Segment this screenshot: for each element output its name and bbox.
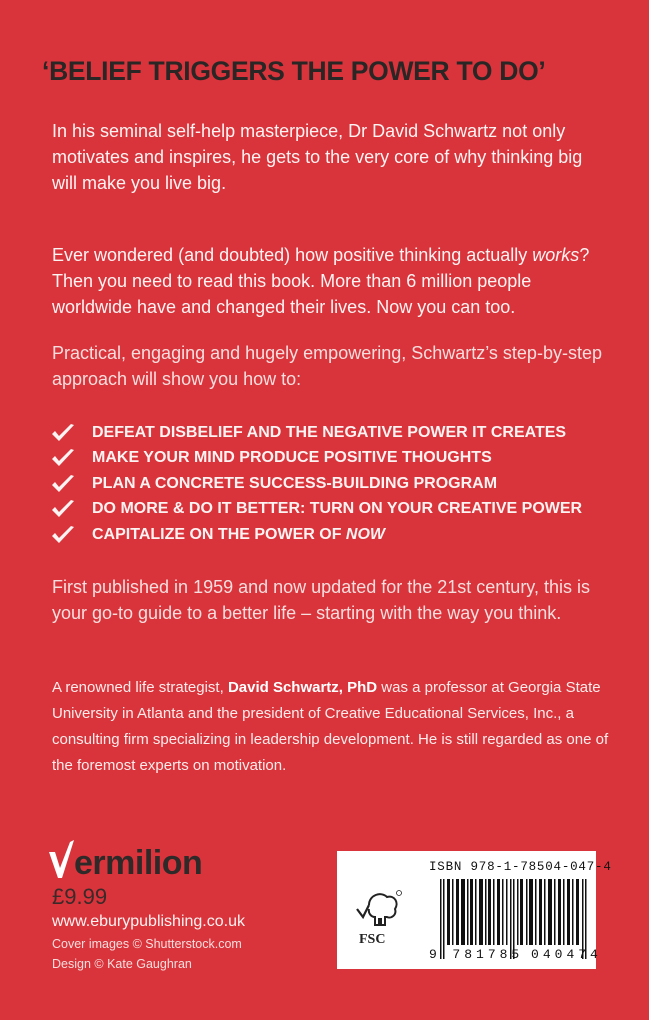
barcode-panel — [337, 851, 612, 969]
checkmark-icon — [50, 499, 76, 519]
checkmark-icon — [50, 474, 76, 494]
intro-paragraph: In his seminal self-help masterpiece, Dr David Schwartz not only motivates and inspires, he gets to the very core of why thinking big will make you live big. — [52, 121, 583, 193]
checklist-item-text: PLAN A CONCRETE SUCCESS-BUILDING PROGRAM — [92, 474, 498, 492]
question-text-after: ? Then you need to read this book. More than 6 million people worldwide have and changed their lives. Now you can too. — [52, 245, 590, 317]
checklist-item-text: DEFEAT DISBELIEF AND THE NEGATIVE POWER IT CREATES — [92, 423, 567, 441]
vermilion-v-check-icon — [48, 838, 76, 880]
question-text-before: Ever wondered (and doubted) how positive thinking actually — [52, 245, 533, 265]
price: £9.99 — [52, 884, 108, 909]
checkmark-icon — [50, 448, 76, 468]
question-paragraph — [52, 242, 612, 320]
isbn-label: ISBN 978-1-78504-047-4 — [429, 860, 612, 874]
history-paragraph: First published in 1959 and now updated for the 21st century, this is your go-to guide to a better life – starting with the way you think. — [52, 577, 590, 623]
practical-paragraph: Practical, engaging and hugely empowering, Schwartz’s step-by-step approach will show you how to: — [52, 343, 602, 389]
logo-text: ermilion — [74, 844, 203, 882]
checklist-item-emphasis: NOW — [345, 525, 386, 543]
svg-text:FSC: FSC — [359, 932, 386, 947]
checklist-item — [50, 497, 582, 523]
checklist-item — [50, 446, 582, 472]
checklist-item-text-plain: CAPITALIZE ON THE POWER OF — [92, 525, 346, 543]
checklist-item-text: DO MORE & DO IT BETTER: TURN ON YOUR CREATIVE POWER — [92, 500, 583, 518]
barcode-digits — [429, 947, 602, 962]
checklist-item-text: MAKE YOUR MIND PRODUCE POSITIVE THOUGHTS — [92, 449, 492, 467]
publisher-website: www.eburypublishing.co.uk — [52, 913, 245, 930]
checkmark-icon — [50, 423, 76, 443]
bio-text-before: A renowned life strategist, — [52, 679, 228, 696]
vermilion-logo — [48, 836, 202, 880]
design-credit: Design © Kate Gaughran — [52, 957, 192, 971]
question-emphasis: works — [532, 245, 580, 265]
checklist-item-text — [92, 526, 385, 544]
checklist-item — [50, 522, 582, 548]
checklist-item — [50, 420, 582, 446]
author-name: David Schwartz, PhD — [227, 679, 378, 696]
benefits-checklist — [50, 420, 582, 548]
headline: ‘BELIEF TRIGGERS THE POWER TO DO’ — [42, 56, 546, 86]
bio-text-after: was a professor at Georgia State University in Atlanta and the president of Creative Educational Services, Inc., a consulting firm specializing in leadership development. He is still regarded as one of the foremost experts on motivation. — [52, 679, 609, 774]
cover-credit: Cover images © Shutterstock.com — [52, 937, 242, 951]
checklist-item — [50, 471, 582, 497]
author-bio — [52, 675, 612, 779]
fsc-tree-icon — [355, 887, 405, 947]
barcode-digit-first: 9 — [429, 947, 437, 962]
barcode-digits-left: 781785 — [452, 947, 524, 962]
barcode-digits-right: 040474 — [531, 947, 602, 962]
checkmark-icon — [50, 525, 76, 545]
